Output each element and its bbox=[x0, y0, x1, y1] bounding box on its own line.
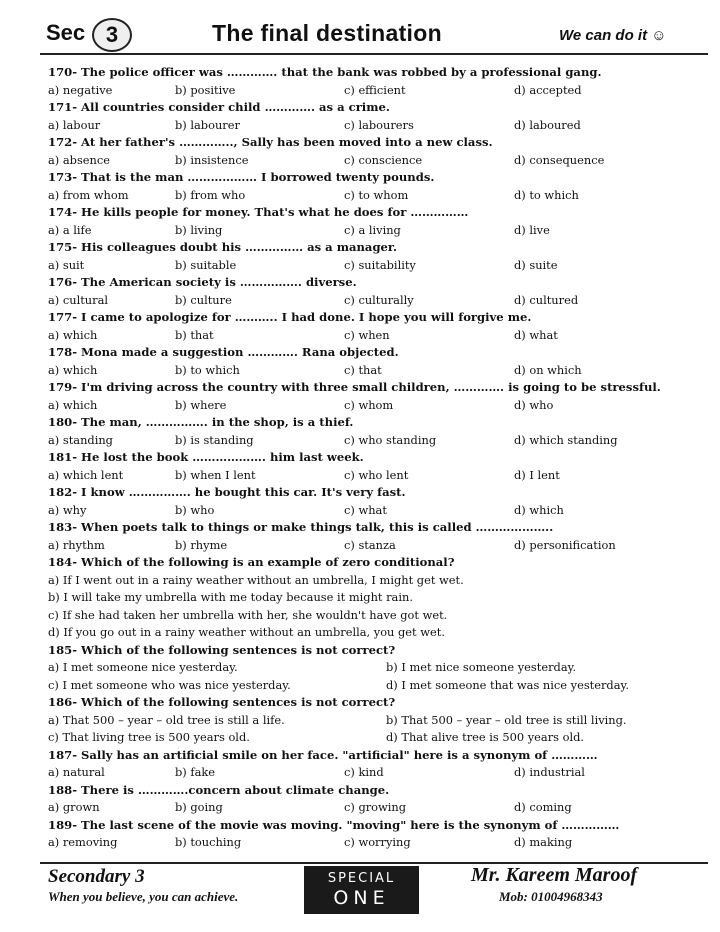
footer-teacher-name: Mr. Kareem Maroof bbox=[471, 864, 638, 886]
answer-option: a) removing bbox=[48, 835, 118, 849]
answer-option: d) If you go out in a rainy weather without an umbrella, you get wet. bbox=[48, 625, 445, 639]
answer-options bbox=[48, 432, 713, 450]
special-one-logo bbox=[304, 866, 419, 914]
answer-option: c) whom bbox=[344, 397, 394, 412]
answer-option: b) who bbox=[175, 502, 215, 517]
answer-options bbox=[48, 152, 713, 170]
answer-option: d) to which bbox=[514, 187, 579, 202]
answer-options bbox=[48, 712, 713, 730]
header-motto: We can do it ☺ bbox=[559, 27, 667, 44]
question-item bbox=[48, 309, 713, 344]
answer-option: b) where bbox=[175, 397, 227, 412]
question-text: 175- His colleagues doubt his …………… as a manager. bbox=[48, 240, 398, 254]
answer-option: d) That alive tree is 500 years old. bbox=[386, 730, 585, 744]
answer-option: c) That living tree is 500 years old. bbox=[48, 730, 250, 744]
question-item bbox=[48, 554, 713, 642]
answer-option: b) that bbox=[175, 327, 214, 342]
answer-option: c) stanza bbox=[344, 537, 396, 552]
question-list bbox=[48, 64, 713, 852]
answer-options bbox=[48, 677, 713, 695]
header-divider bbox=[40, 53, 708, 55]
answer-option: a) which bbox=[48, 397, 98, 412]
answer-option: a) why bbox=[48, 502, 87, 517]
answer-option: b) I met nice someone yesterday. bbox=[386, 660, 577, 674]
question-text: 177- I came to apologize for ……….. I had done. I hope you will forgive me. bbox=[48, 310, 532, 324]
answer-option: d) which standing bbox=[514, 432, 618, 447]
section-number-badge: 3 bbox=[92, 18, 132, 52]
answer-options bbox=[48, 799, 713, 817]
question-item bbox=[48, 782, 713, 817]
answer-option: b) is standing bbox=[175, 432, 254, 447]
question-item bbox=[48, 344, 713, 379]
answer-option: d) live bbox=[514, 222, 550, 237]
question-text: 189- The last scene of the movie was moving. "moving" here is the synonym of …………… bbox=[48, 817, 620, 832]
answer-option: b) culture bbox=[175, 292, 232, 307]
answer-options bbox=[48, 187, 713, 205]
answer-option: c) who lent bbox=[344, 467, 409, 482]
answer-option: b) touching bbox=[175, 835, 242, 849]
footer-phone: Mob: 01004968343 bbox=[499, 889, 603, 904]
answer-option: c) conscience bbox=[344, 152, 423, 167]
question-item bbox=[48, 519, 713, 554]
question-item bbox=[48, 379, 713, 414]
answer-option: a) negative bbox=[48, 82, 113, 97]
answer-option: c) growing bbox=[344, 800, 407, 814]
question-item bbox=[48, 642, 713, 695]
answer-option: d) consequence bbox=[514, 152, 605, 167]
answer-option: d) I met someone that was nice yesterday. bbox=[386, 677, 630, 692]
question-text: 188- There is ………….concern about climate change. bbox=[48, 782, 390, 797]
answer-option: b) living bbox=[175, 222, 223, 237]
answer-option: d) coming bbox=[514, 800, 572, 814]
answer-options bbox=[48, 257, 713, 275]
answer-option: d) cultured bbox=[514, 292, 579, 307]
answer-option: c) what bbox=[344, 502, 387, 517]
answer-options bbox=[48, 659, 713, 677]
question-text: 174- He kills people for money. That's what he does for …………… bbox=[48, 205, 469, 219]
answer-option: b) fake bbox=[175, 765, 216, 779]
answer-option: b) from who bbox=[175, 187, 246, 202]
answer-options bbox=[48, 729, 713, 747]
section-label: Sec bbox=[46, 20, 86, 45]
answer-option: b) I will take my umbrella with me today because it might rain. bbox=[48, 590, 413, 604]
page-title: The final destination bbox=[212, 20, 442, 46]
answer-option: c) kind bbox=[344, 765, 384, 779]
question-text: 187- Sally has an artificial smile on her face. "artificial" here is a synonym of ………… bbox=[48, 747, 598, 762]
question-item bbox=[48, 134, 713, 169]
question-text: 173- That is the man ……………… I borrowed twenty pounds. bbox=[48, 170, 435, 184]
answer-option: d) laboured bbox=[514, 117, 581, 132]
question-item bbox=[48, 484, 713, 519]
answer-options bbox=[48, 82, 713, 100]
answer-option: c) to whom bbox=[344, 187, 409, 202]
answer-options bbox=[48, 117, 713, 135]
answer-option: b) labourer bbox=[175, 117, 240, 132]
answer-options bbox=[48, 764, 713, 782]
answer-option: a) a life bbox=[48, 222, 92, 237]
question-text: 172- At her father's ………….., Sally has been moved into a new class. bbox=[48, 135, 493, 149]
answer-option: a) which lent bbox=[48, 467, 124, 482]
answer-option: d) who bbox=[514, 397, 554, 412]
question-text: 181- He lost the book ………………. him last week. bbox=[48, 450, 364, 464]
question-item bbox=[48, 414, 713, 449]
answer-option: d) suite bbox=[514, 257, 558, 272]
answer-option: a) labour bbox=[48, 117, 101, 132]
answer-option: b) insistence bbox=[175, 152, 249, 167]
question-text: 178- Mona made a suggestion …………. Rana objected. bbox=[48, 345, 399, 359]
answer-option: a) I met someone nice yesterday. bbox=[48, 660, 238, 674]
question-text: 180- The man, ……………. in the shop, is a thief. bbox=[48, 415, 354, 429]
answer-options bbox=[48, 834, 713, 852]
answer-option: c) worrying bbox=[344, 835, 411, 849]
answer-option: c) labourers bbox=[344, 117, 414, 132]
answer-option: c) when bbox=[344, 327, 390, 342]
answer-option: c) efficient bbox=[344, 82, 406, 97]
question-item bbox=[48, 694, 713, 747]
answer-option: d) accepted bbox=[514, 82, 582, 97]
page-header bbox=[0, 0, 720, 56]
answer-option: c) suitability bbox=[344, 257, 416, 272]
answer-option: b) That 500 – year – old tree is still living. bbox=[386, 712, 627, 727]
question-item bbox=[48, 169, 713, 204]
answer-option: b) rhyme bbox=[175, 537, 228, 552]
answer-option: a) from whom bbox=[48, 187, 129, 202]
answer-option: a) absence bbox=[48, 152, 110, 167]
question-text: 171- All countries consider child …………. as a crime. bbox=[48, 100, 390, 114]
answer-option: c) that bbox=[344, 362, 382, 377]
answer-option: c) who standing bbox=[344, 432, 437, 447]
question-item bbox=[48, 274, 713, 309]
answer-option: d) I lent bbox=[514, 467, 560, 482]
question-item bbox=[48, 239, 713, 274]
answer-options bbox=[48, 362, 713, 380]
answer-options bbox=[48, 397, 713, 415]
answer-option: c) If she had taken her umbrella with her, she wouldn't have got wet. bbox=[48, 607, 448, 622]
question-text: 183- When poets talk to things or make things talk, this is called ……………….. bbox=[48, 520, 554, 534]
logo-text-top: SPECIAL bbox=[327, 871, 396, 886]
question-text: 186- Which of the following sentences is not correct? bbox=[48, 695, 396, 709]
answer-option: d) making bbox=[514, 835, 573, 849]
question-text: 170- The police officer was …………. that the bank was robbed by a professional gang. bbox=[48, 65, 602, 79]
answer-option: c) I met someone who was nice yesterday. bbox=[48, 677, 291, 692]
answer-option: a) which bbox=[48, 362, 98, 377]
question-item bbox=[48, 204, 713, 239]
answer-option: d) on which bbox=[514, 362, 582, 377]
answer-option: b) positive bbox=[175, 82, 236, 97]
answer-option: b) to which bbox=[175, 362, 240, 377]
answer-option: a) standing bbox=[48, 432, 113, 447]
answer-option: b) when I lent bbox=[175, 467, 256, 482]
answer-options bbox=[48, 502, 713, 520]
answer-options bbox=[48, 327, 713, 345]
question-text: 182- I know ……………. he bought this car. It's very fast. bbox=[48, 485, 406, 499]
question-item bbox=[48, 817, 713, 852]
answer-options bbox=[48, 222, 713, 240]
answer-option: c) a living bbox=[344, 222, 401, 237]
answer-option: a) If I went out in a rainy weather without an umbrella, I might get wet. bbox=[48, 572, 464, 587]
answer-option: a) That 500 – year – old tree is still a life. bbox=[48, 712, 285, 727]
logo-text-bottom: ONE bbox=[333, 887, 390, 909]
question-item bbox=[48, 64, 713, 99]
answer-option: a) which bbox=[48, 327, 98, 342]
answer-options bbox=[48, 537, 713, 555]
answer-option: d) personification bbox=[514, 537, 616, 552]
answer-option: b) suitable bbox=[175, 257, 237, 272]
question-item bbox=[48, 99, 713, 134]
answer-option: d) what bbox=[514, 327, 558, 342]
answer-option: c) culturally bbox=[344, 292, 414, 307]
answer-options bbox=[48, 467, 713, 485]
question-text: 184- Which of the following is an example of zero conditional? bbox=[48, 555, 455, 569]
question-text: 176- The American society is ……………. diverse. bbox=[48, 275, 357, 289]
answer-option: b) going bbox=[175, 800, 223, 814]
answer-option: a) rhythm bbox=[48, 537, 105, 552]
answer-option: a) cultural bbox=[48, 292, 109, 307]
answer-option: a) suit bbox=[48, 257, 85, 272]
answer-option: a) grown bbox=[48, 800, 100, 814]
question-text: 179- I'm driving across the country with three small children, …………. is going to be stressful. bbox=[48, 380, 661, 394]
answer-option: a) natural bbox=[48, 765, 105, 779]
answer-option: d) industrial bbox=[514, 765, 585, 779]
answer-option: d) which bbox=[514, 502, 564, 517]
answer-options bbox=[48, 292, 713, 310]
question-item bbox=[48, 747, 713, 782]
footer-slogan: When you believe, you can achieve. bbox=[48, 889, 239, 904]
question-item bbox=[48, 449, 713, 484]
question-text: 185- Which of the following sentences is not correct? bbox=[48, 642, 396, 657]
footer-course-title: Secondary 3 bbox=[48, 866, 145, 887]
